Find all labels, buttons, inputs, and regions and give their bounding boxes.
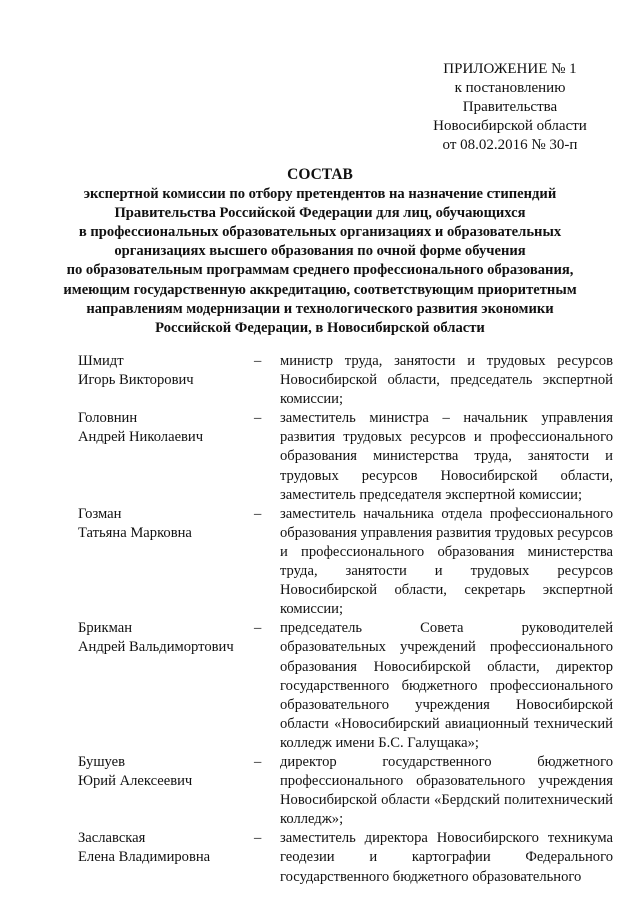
member-dash: –: [254, 620, 262, 637]
heading-line: в профессиональных образовательных организациях и образовательных: [78, 224, 562, 241]
member-role: председатель Совета руководителей образовательных учреждений профессионального образования Новосибирской области, директор государственного бюджетного профессионального образовательного учреждения Новосибирской области «Новосибирский авиационный технический колледж имени Б.С. Галущака»;: [280, 620, 613, 751]
member-surname: Заславская: [78, 830, 146, 847]
document-heading: [50, 165, 590, 338]
member-dash: –: [254, 505, 262, 522]
member-dash: –: [254, 410, 262, 427]
appendix-date: от 08.02.2016 № 30-п: [442, 137, 578, 153]
member-surname: Шмидт: [78, 353, 124, 369]
member-name: [78, 829, 254, 886]
member-surname: Бушуев: [78, 753, 126, 770]
member-given-name: Игорь Викторович: [78, 372, 194, 389]
appendix-region: Новосибирской области: [433, 118, 587, 134]
heading-line: экспертной комиссии по отбору претендентов на назначение стипендий: [83, 186, 557, 203]
member-surname: Брикман: [78, 620, 132, 637]
member-given-name: Татьяна Марковна: [78, 524, 192, 541]
appendix-number: ПРИЛОЖЕНИЕ № 1: [443, 61, 577, 77]
member-name: [78, 409, 254, 504]
member-surname: Гозман: [78, 505, 122, 522]
member-role: директор государственного бюджетного профессионального образовательного учреждения Новосибирской области «Бердский политехнический колледж»;: [280, 753, 613, 828]
heading-title: СОСТАВ: [287, 166, 353, 183]
member-row: [78, 352, 613, 409]
member-given-name: Юрий Алексеевич: [78, 773, 193, 790]
member-name: [78, 352, 254, 409]
heading-line: по образовательным программам среднего профессионального образования,: [66, 262, 574, 279]
member-given-name: Елена Владимировна: [78, 849, 211, 866]
member-dash: –: [254, 830, 262, 847]
member-role: заместитель начальника отдела профессионального образования управления развития трудовых ресурсов и профессионального образования министерства труда, занятости и трудовых ресурсов Новосибирской области, секретарь экспертной комиссии;: [280, 505, 613, 618]
heading-line: имеющим государственную аккредитацию, соответствующим приоритетным: [63, 281, 577, 298]
member-given-name: Андрей Вальдимортович: [78, 639, 234, 656]
member-role: заместитель директора Новосибирского техникума геодезии и картографии Федерального государственного бюджетного образовательного: [280, 830, 613, 885]
heading-line: организациях высшего образования по очной форме обучения: [114, 243, 526, 260]
appendix-block: [350, 60, 610, 155]
heading-line: Правительства Российской Федерации для лиц, обучающихся: [114, 205, 526, 222]
member-row: [78, 505, 613, 620]
heading-line: Российской Федерации, в Новосибирской области: [155, 319, 485, 336]
member-given-name: Андрей Николаевич: [78, 429, 204, 446]
appendix-resolution: к постановлению Правительства: [454, 80, 566, 115]
member-dash: –: [254, 353, 262, 369]
member-name: [78, 505, 254, 620]
member-dash: –: [254, 753, 262, 770]
member-role: заместитель министра – начальник управления развития трудовых ресурсов и профессионального образования министерства труда, занятости и трудовых ресурсов Новосибирской области, заместитель председателя экспертной комиссии;: [280, 410, 613, 503]
heading-line: направлениям модернизации и технологического развития экономики: [86, 300, 554, 317]
member-name: [78, 753, 254, 829]
member-row: [78, 619, 613, 753]
member-name: [78, 619, 254, 753]
members-list: [78, 352, 613, 887]
member-row: [78, 829, 613, 886]
member-surname: Головнин: [78, 410, 138, 427]
member-row: [78, 409, 613, 504]
member-role: министр труда, занятости и трудовых ресурсов Новосибирской области, председатель экспертной комиссии;: [280, 353, 613, 408]
member-row: [78, 753, 613, 829]
